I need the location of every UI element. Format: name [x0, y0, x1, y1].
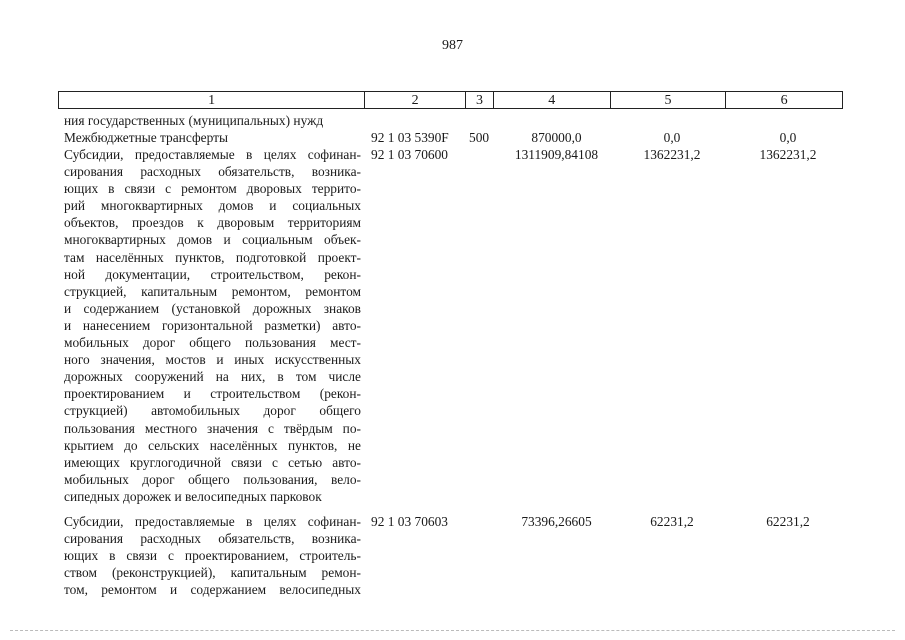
description-line: мобильных дорог общего пользования, вело- [64, 471, 361, 487]
column-header-2: 2 [365, 92, 466, 108]
row-description [64, 146, 361, 505]
description-line: сипедных дорожек и велосипедных парковок [64, 488, 322, 504]
value-column-4: 870000,0 [531, 130, 582, 145]
description-line: ного значения, мостов и иных искусственных [64, 352, 361, 368]
description-line: Межбюджетные трансферты [64, 130, 228, 145]
description-line: ством (реконструкцией), капитальным ремон- [64, 565, 361, 581]
description-line: крытием до сельских населённых пунктов, не [64, 437, 361, 453]
description-line: ной документации, строительством, рекон- [64, 266, 361, 282]
table-header [58, 91, 843, 109]
description-line: струкцией, капитальным ремонтом, ремонтом [64, 283, 361, 299]
description-line: ющих в связи с ремонтом дворовых террито- [64, 181, 361, 197]
description-line: и содержанием (установкой дорожных знаков [64, 300, 361, 316]
value-column-5: 1362231,2 [643, 147, 701, 162]
description-line: дорожных сооружений на них, в том числе [64, 369, 361, 385]
description-line: сирования расходных обязательств, возника- [64, 531, 361, 547]
value-column-6: 0,0 [779, 130, 797, 145]
description-line: том, ремонтом и содержанием велосипедных [64, 582, 361, 598]
description-line: ющих в связи с проектированием, строитель- [64, 548, 361, 564]
description-line: рий многоквартирных домов и социальных [64, 198, 361, 214]
description-line: пользования местного значения с твёрдым по- [64, 420, 361, 436]
column-header-6: 6 [780, 93, 788, 108]
value-column-6: 1362231,2 [759, 147, 817, 162]
description-line: Субсидии, предоставляемые в целях софинан- [64, 514, 361, 529]
value-column-4: 73396,26605 [521, 514, 592, 529]
description-line: сирования расходных обязательств, возника- [64, 164, 361, 180]
column-header-5: 5 [611, 92, 727, 108]
row-description [64, 513, 361, 598]
expense-type-code: 500 [469, 130, 490, 145]
description-line: Субсидии, предоставляемые в целях софинан- [64, 147, 361, 162]
description-line: и нанесением горизонтальной разметки) авто- [64, 317, 361, 333]
row-description [64, 129, 361, 146]
target-article-code: 92 1 03 70600 [371, 147, 448, 162]
target-article-code: 92 1 03 70603 [371, 514, 448, 529]
column-header-3: 3 [466, 92, 494, 108]
column-header-1: 1 [59, 92, 365, 108]
value-column-5: 0,0 [663, 130, 681, 145]
value-column-5: 62231,2 [650, 514, 694, 529]
row-description [64, 112, 361, 129]
description-line: мобильных дорог общего пользования мест- [64, 335, 361, 351]
page-bottom-divider [10, 630, 895, 631]
description-line: струкцией) автомобильных дорог общего [64, 403, 361, 419]
description-line: проектированием и строительством (рекон- [64, 386, 361, 402]
description-line: объектов, проездов к дворовым территориям [64, 215, 361, 231]
description-line: многоквартирных домов и социальным объек- [64, 232, 361, 248]
value-column-4: 1311909,84108 [514, 147, 599, 162]
description-line: имеющих круглогодичной связи с сетью авто- [64, 454, 361, 470]
target-article-code: 92 1 03 5390F [371, 130, 449, 145]
description-line: ния государственных (муниципальных) нужд [64, 113, 324, 128]
column-header-4: 4 [494, 92, 611, 108]
value-column-6: 62231,2 [766, 514, 810, 529]
page-number: 987 [442, 38, 463, 53]
description-line: там населённых пунктов, подготовкой проект- [64, 249, 361, 265]
